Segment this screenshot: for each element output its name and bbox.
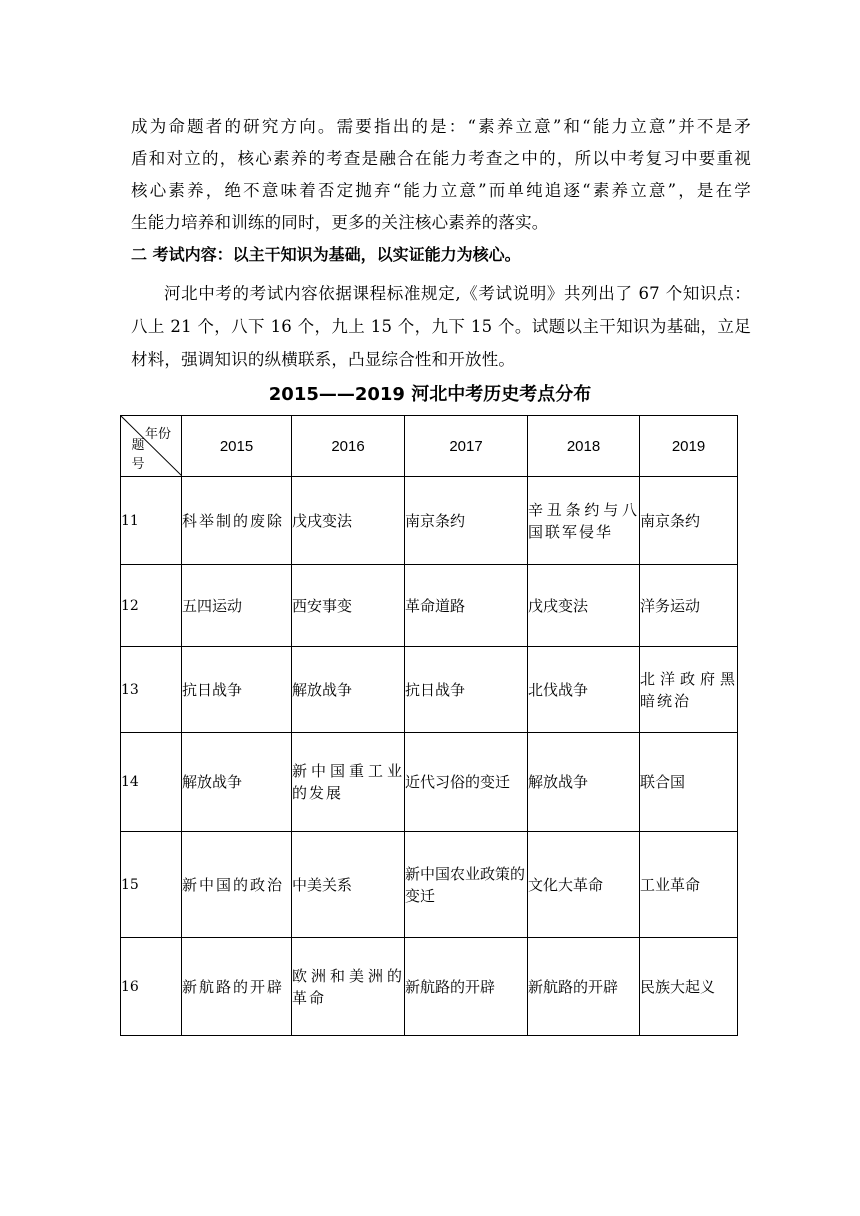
topic-cell: 新中国的政治 [182, 832, 292, 938]
topic-cell: 抗日战争 [182, 647, 292, 733]
topic-cell: 新中国农业政策的变迁 [405, 832, 528, 938]
topic-cell: 中美关系 [292, 832, 405, 938]
paragraph-2-line-1: 河北中考的考试内容依据课程标准规定,《考试说明》共列出了 67 个知识点： [164, 284, 751, 303]
topic-cell: 解放战争 [292, 647, 405, 733]
topic-cell: 工业革命 [640, 832, 738, 938]
topic-cell: 联合国 [640, 733, 738, 832]
exam-topic-table [120, 415, 738, 1036]
question-number: 11 [121, 477, 182, 565]
topic-cell: 西安事变 [292, 565, 405, 647]
year-header-2018: 2018 [528, 416, 640, 477]
topic-cell: 五四运动 [182, 565, 292, 647]
diagonal-header [121, 416, 181, 476]
topic-cell: 民族大起义 [640, 938, 738, 1036]
question-number: 16 [121, 938, 182, 1036]
table-header-row [121, 416, 738, 477]
topic-cell: 解放战争 [182, 733, 292, 832]
table-title: 2015——2019 河北中考历史考点分布 [268, 384, 592, 405]
topic-cell: 抗日战争 [405, 647, 528, 733]
year-header-2015: 2015 [182, 416, 292, 477]
question-number: 12 [121, 565, 182, 647]
topic-cell: 革命道路 [405, 565, 528, 647]
topic-cell: 新航路的开辟 [528, 938, 640, 1036]
topic-cell: 欧洲和美洲的革命 [292, 938, 405, 1036]
corner-question-label: 题号 [131, 438, 145, 472]
year-header-2019: 2019 [640, 416, 738, 477]
topic-cell: 辛丑条约与八国联军侵华 [528, 477, 640, 565]
paragraph-2-line-3: 材料，强调知识的纵横联系，凸显综合性和开放性。 [131, 350, 516, 369]
topic-cell: 新航路的开辟 [405, 938, 528, 1036]
topic-cell: 新航路的开辟 [182, 938, 292, 1036]
table-row [121, 938, 738, 1036]
topic-cell: 科举制的废除 [182, 477, 292, 565]
topic-cell: 南京条约 [640, 477, 738, 565]
paragraph-1-line-1: 成为命题者的研究方向。需要指出的是：“素养立意”和“能力立意”并不是矛 [131, 117, 751, 136]
year-header-2016: 2016 [292, 416, 405, 477]
table-row [121, 565, 738, 647]
topic-cell: 戊戌变法 [528, 565, 640, 647]
table-row [121, 477, 738, 565]
question-number: 14 [121, 733, 182, 832]
topic-cell: 戊戌变法 [292, 477, 405, 565]
topic-cell: 洋务运动 [640, 565, 738, 647]
table-row [121, 733, 738, 832]
table-row [121, 647, 738, 733]
table-row [121, 832, 738, 938]
topic-cell: 新中国重工业的发展 [292, 733, 405, 832]
paragraph-2-line-2: 八上 21 个，八下 16 个，九上 15 个，九下 15 个。试题以主干知识为基础，立足 [131, 317, 751, 336]
paragraph-1-line-2: 盾和对立的，核心素养的考查是融合在能力考查之中的，所以中考复习中要重视 [131, 149, 751, 168]
topic-cell: 文化大革命 [528, 832, 640, 938]
topic-cell: 北伐战争 [528, 647, 640, 733]
year-header-2017: 2017 [405, 416, 528, 477]
paragraph-1-line-4: 生能力培养和训练的同时，更多的关注核心素养的落实。 [131, 213, 549, 232]
section-heading: 二 考试内容：以主干知识为基础，以实证能力为核心。 [131, 245, 521, 264]
topic-cell: 南京条约 [405, 477, 528, 565]
topic-cell: 近代习俗的变迁 [405, 733, 528, 832]
question-number: 15 [121, 832, 182, 938]
corner-header-cell [121, 416, 182, 477]
corner-year-label: 年份 [144, 427, 171, 442]
topic-cell: 解放战争 [528, 733, 640, 832]
question-number: 13 [121, 647, 182, 733]
topic-cell: 北洋政府黑暗统治 [640, 647, 738, 733]
paragraph-1-line-3: 核心素养，绝不意味着否定抛弃“能力立意”而单纯追逐“素养立意”，是在学 [131, 181, 751, 200]
